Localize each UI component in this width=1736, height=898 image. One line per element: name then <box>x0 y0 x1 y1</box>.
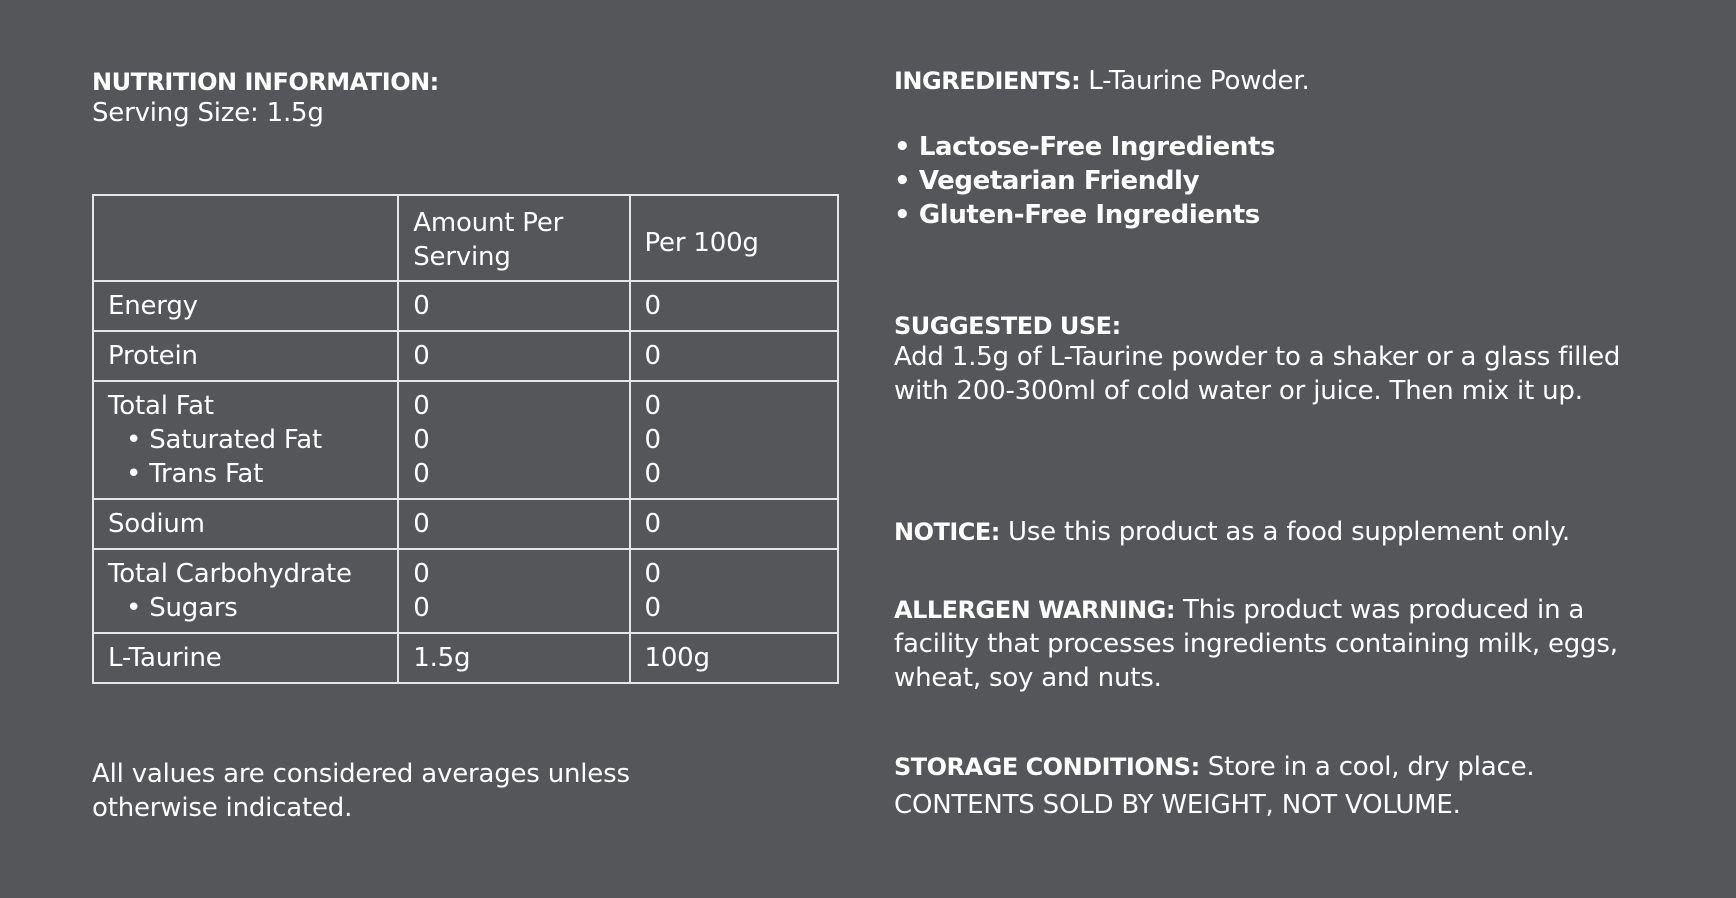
sub-row-label: • Trans Fat <box>126 459 264 489</box>
list-item: • Gluten-Free Ingredients <box>894 200 1260 230</box>
row-per-100g-group <box>630 381 839 499</box>
nutrition-footnote: All values are considered averages unless otherwise indicated. <box>92 759 630 823</box>
ingredients-heading: INGREDIENTS: <box>894 67 1081 95</box>
row-label: Sodium <box>93 499 398 549</box>
row-per-100g: 0 <box>644 559 661 589</box>
table-row <box>93 633 838 683</box>
sub-row-per-serving: 0 <box>413 425 430 455</box>
allergen-text: This product was produced in a facility that processes ingredients containing milk, eggs, wheat, soy and nuts. <box>894 595 1618 693</box>
row-per-100g: 0 <box>630 331 839 381</box>
table-row <box>93 381 838 499</box>
table-row <box>93 281 838 331</box>
sub-row-label: • Saturated Fat <box>126 425 322 455</box>
row-per-serving: 0 <box>398 499 629 549</box>
allergen-block <box>894 593 1674 695</box>
nutrition-header <box>92 68 852 130</box>
sub-row-per-100g: 0 <box>644 593 661 623</box>
notice-heading: NOTICE: <box>894 518 1000 546</box>
table-row <box>93 499 838 549</box>
storage-heading: STORAGE CONDITIONS: <box>894 753 1200 781</box>
header-cell-per-100g: Per 100g <box>630 195 839 281</box>
table-row <box>93 549 838 633</box>
suggested-use-text: Add 1.5g of L-Taurine powder to a shaker or a glass filled with 200-300ml of cold water or juice. Then mix it up. <box>894 342 1621 406</box>
suggested-use-block <box>894 312 1674 408</box>
list-item: • Lactose-Free Ingredients <box>894 132 1276 162</box>
sub-row-per-100g: 0 <box>644 459 661 489</box>
row-per-100g: 0 <box>630 499 839 549</box>
notice-block <box>894 515 1674 549</box>
nutrition-heading: NUTRITION INFORMATION: <box>92 68 439 96</box>
row-label: Protein <box>93 331 398 381</box>
storage-block <box>894 750 1674 822</box>
suggested-use-heading: SUGGESTED USE: <box>894 312 1121 340</box>
header-cell-amount-per-serving <box>398 195 629 281</box>
row-per-serving: 1.5g <box>398 633 629 683</box>
row-label: Energy <box>93 281 398 331</box>
row-label: Total Fat <box>108 391 214 421</box>
storage-line <box>894 750 1674 784</box>
table-row <box>93 331 838 381</box>
row-per-serving: 0 <box>413 391 430 421</box>
row-per-serving-group <box>398 549 629 633</box>
list-item: • Vegetarian Friendly <box>894 166 1200 196</box>
serving-size: Serving Size: 1.5g <box>92 98 324 128</box>
row-per-serving: 0 <box>398 331 629 381</box>
row-per-100g: 0 <box>644 391 661 421</box>
sub-row-per-serving: 0 <box>413 593 430 623</box>
notice-text: Use this product as a food supplement only. <box>1007 517 1570 547</box>
allergen-heading: ALLERGEN WARNING: <box>894 596 1175 624</box>
header-cell-blank <box>93 195 398 281</box>
ingredients-text: L-Taurine Powder. <box>1088 66 1310 96</box>
row-per-serving-group <box>398 381 629 499</box>
row-label-group <box>93 381 398 499</box>
table-header-row <box>93 195 838 281</box>
storage-text: Store in a cool, dry place. <box>1207 752 1535 782</box>
header-amount-per-serving: Amount Per Serving <box>413 208 564 272</box>
row-label: Total Carbohydrate <box>108 559 352 589</box>
contents-sold-by-weight: CONTENTS SOLD BY WEIGHT, NOT VOLUME. <box>894 790 1461 820</box>
row-per-100g: 0 <box>630 281 839 331</box>
sub-row-per-100g: 0 <box>644 425 661 455</box>
row-per-100g: 100g <box>630 633 839 683</box>
ingredients-line <box>894 64 1674 98</box>
sub-row-label: • Sugars <box>126 593 238 623</box>
row-per-serving: 0 <box>413 559 430 589</box>
row-label: L-Taurine <box>93 633 398 683</box>
claims-list <box>894 130 1674 232</box>
row-label-group <box>93 549 398 633</box>
nutrition-table <box>92 194 839 684</box>
row-per-serving: 0 <box>398 281 629 331</box>
sub-row-per-serving: 0 <box>413 459 430 489</box>
row-per-100g-group <box>630 549 839 633</box>
ingredients-block <box>894 64 1674 232</box>
